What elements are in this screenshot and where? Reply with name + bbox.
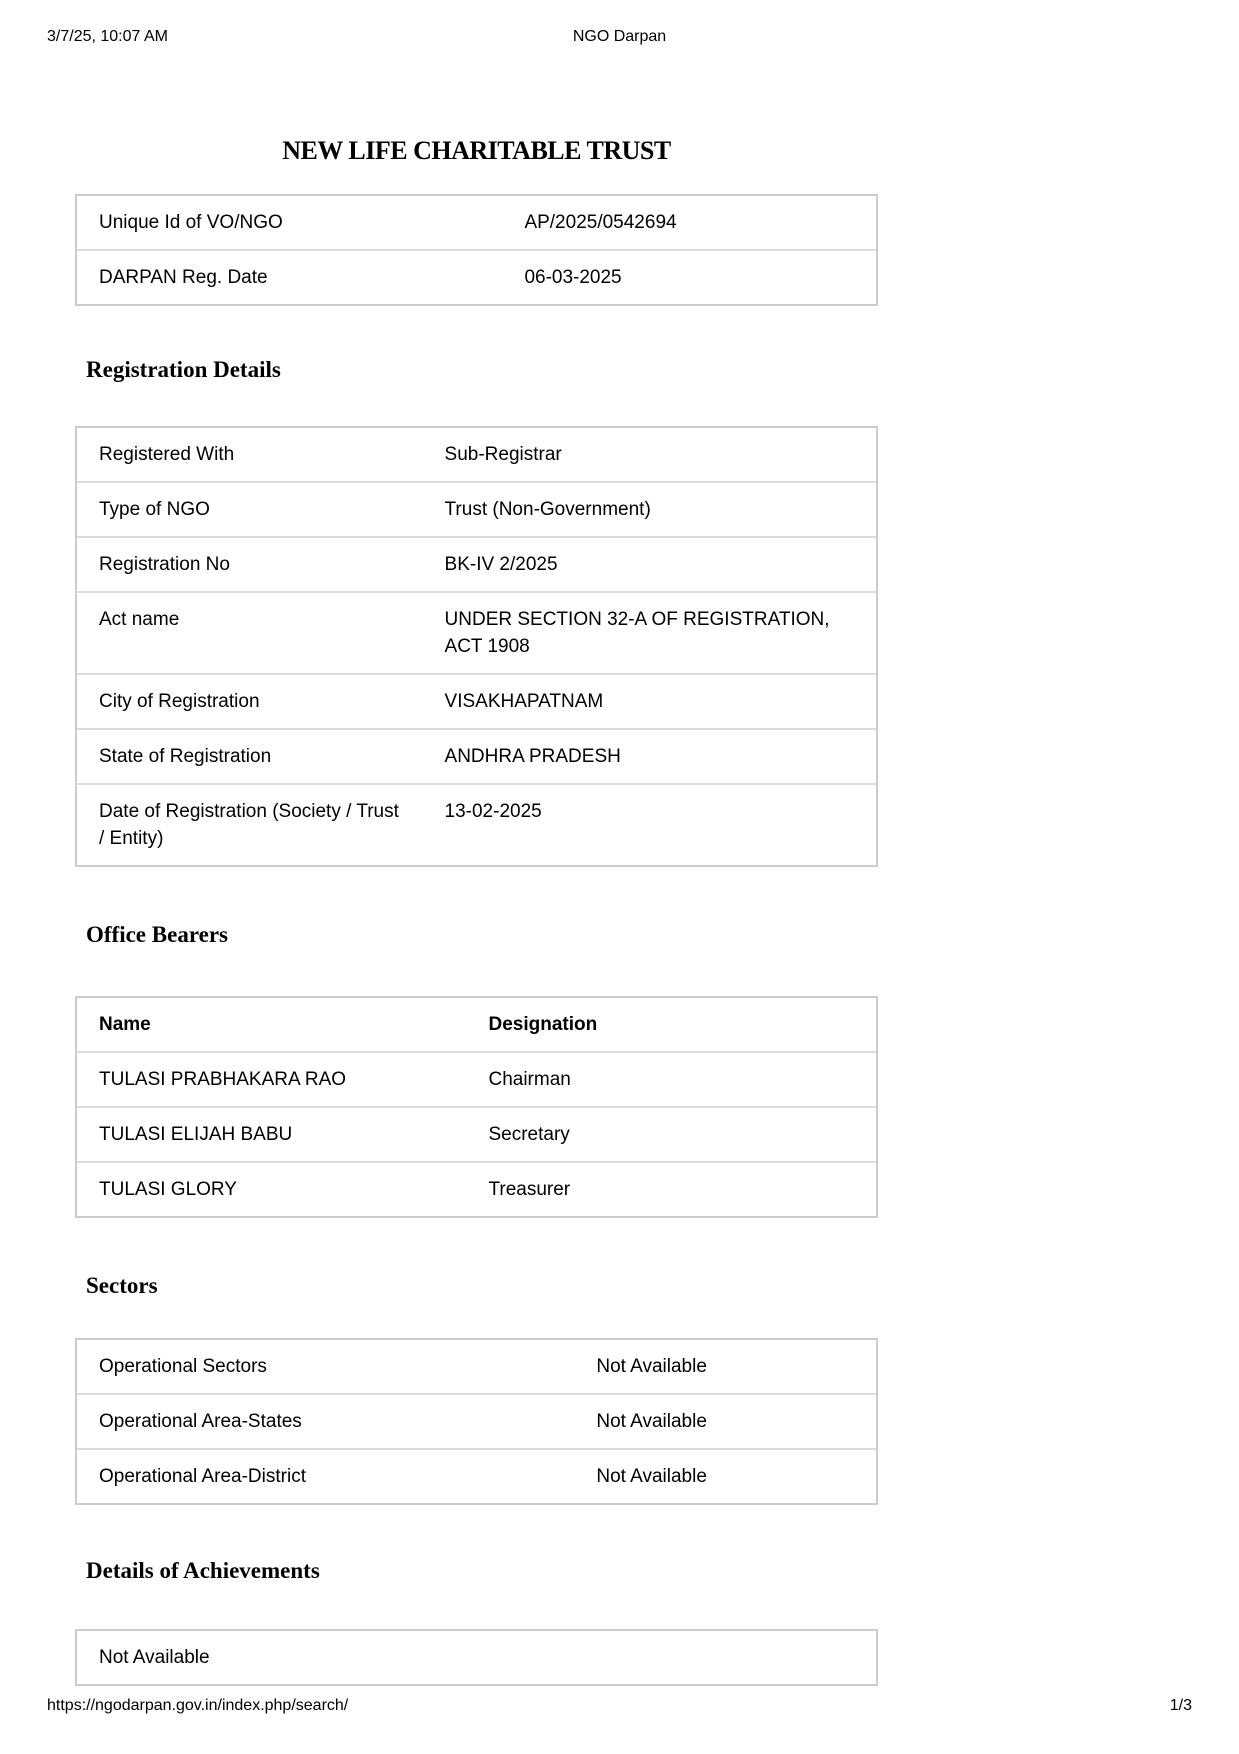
table-row [77,1108,876,1163]
office-bearers-heading: Office Bearers [86,922,228,947]
value-cell: UNDER SECTION 32-A OF REGISTRATION, ACT 1908 [444,609,830,657]
print-footer-page-indicator: 1/3 [1169,1697,1192,1714]
name-cell: TULASI PRABHAKARA RAO [99,1069,347,1090]
achievements-value: Not Available [99,1647,210,1668]
print-header [0,0,1239,46]
value-cell: ANDHRA PRADESH [444,746,621,767]
value-cell: Trust (Non-Government) [444,499,651,520]
table-row [77,593,876,675]
table-row [77,675,876,730]
label-cell: Operational Sectors [99,1356,267,1377]
label-cell: Operational Area-District [99,1466,306,1487]
value-cell: Not Available [596,1411,707,1432]
label-cell: Registered With [99,444,235,465]
designation-cell: Treasurer [488,1179,571,1200]
table-row [77,1340,876,1395]
table-row [77,251,876,304]
column-header-name: Name [99,1014,151,1035]
designation-cell: Chairman [488,1069,571,1090]
summary-table [75,194,878,306]
table-row [77,1163,876,1216]
label-cell: Act name [99,609,180,630]
registration-details-table [75,426,878,867]
value-cell: 13-02-2025 [444,801,542,822]
value-cell: VISAKHAPATNAM [444,691,604,712]
value-cell: Not Available [596,1466,707,1487]
value-cell: BK-IV 2/2025 [444,554,558,575]
table-row [77,1450,876,1503]
label-cell: Type of NGO [99,499,210,520]
table-row [77,428,876,483]
table-row [77,196,876,251]
page-title: NEW LIFE CHARITABLE TRUST [282,136,671,165]
label-cell: City of Registration [99,691,260,712]
achievements-heading: Details of Achievements [86,1558,320,1583]
value-cell: Sub-Registrar [444,444,562,465]
sectors-table [75,1338,878,1505]
table-row [77,483,876,538]
table-row [77,730,876,785]
office-bearers-table [75,996,878,1218]
achievements-box [75,1629,878,1686]
label-cell: DARPAN Reg. Date [99,267,268,288]
designation-cell: Secretary [488,1124,570,1145]
registration-details-heading: Registration Details [86,357,281,382]
label-cell: State of Registration [99,746,272,767]
label-cell: Operational Area-States [99,1411,302,1432]
table-row [77,1053,876,1108]
table-row [77,538,876,593]
label-cell: Registration No [99,554,230,575]
label-cell: Unique Id of VO/NGO [99,212,283,233]
print-footer [47,1697,1192,1715]
value-cell: Not Available [596,1356,707,1377]
name-cell: TULASI GLORY [99,1179,237,1200]
sectors-heading: Sectors [86,1273,158,1298]
print-header-title: NGO Darpan [572,28,667,45]
value-cell: AP/2025/0542694 [524,212,677,233]
print-header-datetime: 3/7/25, 10:07 AM [47,28,168,45]
column-header-designation: Designation [488,1014,598,1035]
document-content [75,134,878,1686]
name-cell: TULASI ELIJAH BABU [99,1124,293,1145]
table-header-row [77,998,876,1053]
value-cell: 06-03-2025 [524,267,622,288]
table-row [77,785,876,865]
label-cell: Date of Registration (Society / Trust / Entity) [99,801,399,849]
print-footer-url: https://ngodarpan.gov.in/index.php/search/ [47,1697,349,1714]
table-row [77,1395,876,1450]
